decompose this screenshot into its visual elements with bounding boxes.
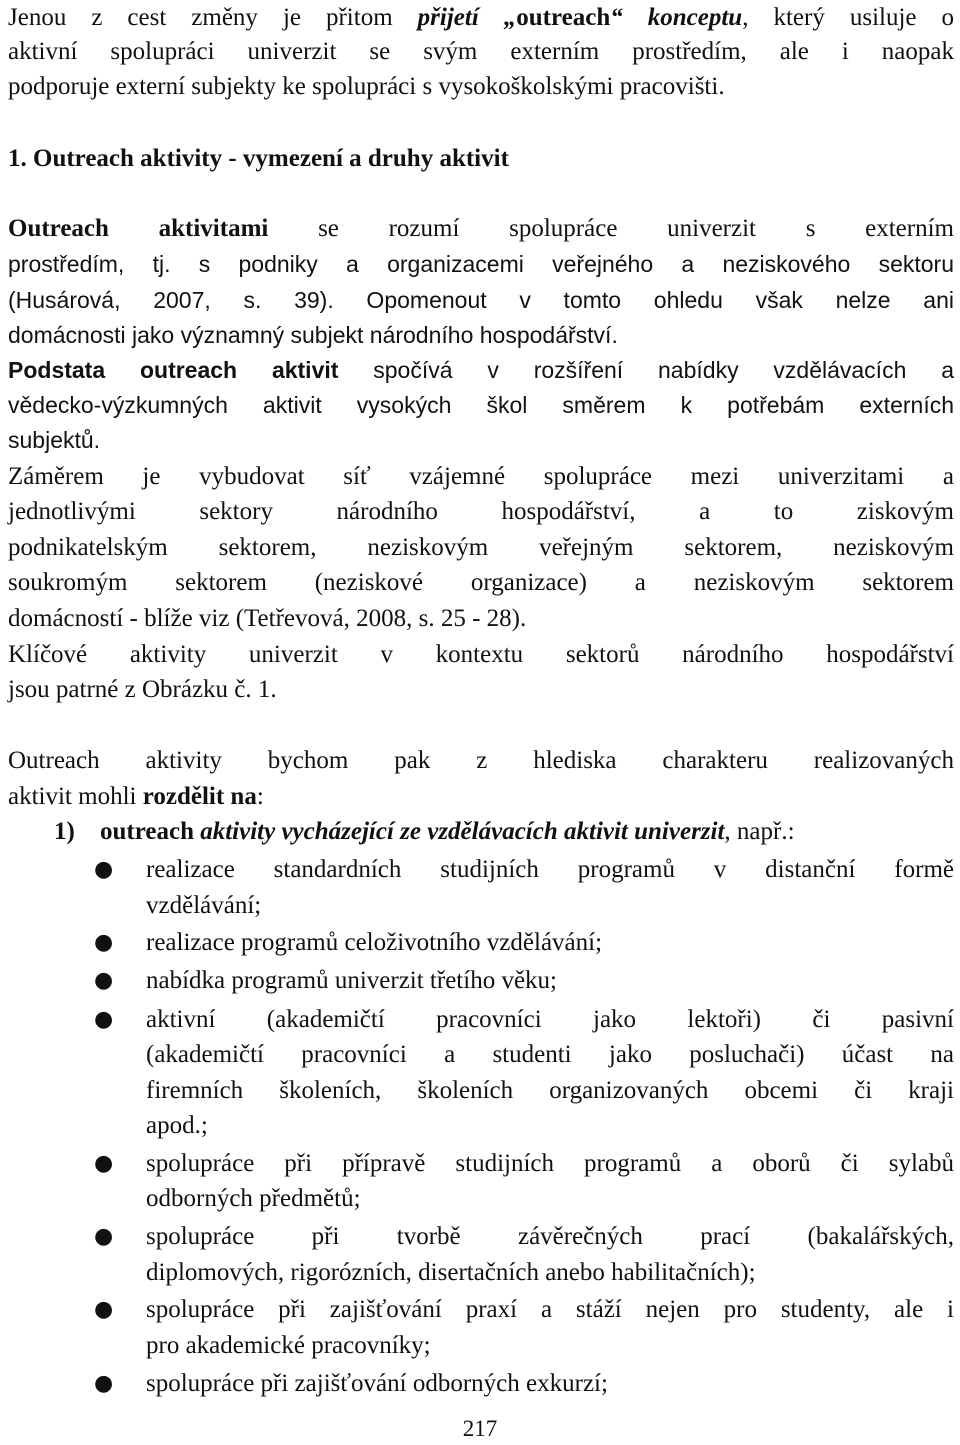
p3-line-5: domácností - blíže viz (Tetřevová, 2008, s. 25 - 28). <box>8 605 527 632</box>
p5-text: aktivit mohli <box>8 783 143 810</box>
bullet-icon: ● <box>94 1297 114 1322</box>
item-number: 1) <box>54 818 75 845</box>
p1-rest: se rozumí spolupráce univerzit s externím <box>268 215 954 242</box>
p3-line-4: soukromým sektorem (neziskové organizace) a neziskovým sektorem <box>8 569 954 596</box>
bullet-7-line-1: spolupráce při zajišťování praxí a stáží nejen pro studenty, ale i <box>146 1296 954 1323</box>
p2-line-3: subjektů. <box>8 427 101 453</box>
p1-line-2: prostředím, tj. s podniky a organizacemi veřejného a neziskového sektoru <box>8 251 954 277</box>
bullet-1-line-1: realizace standardních studijních programů v distanční formě <box>146 856 954 883</box>
p4-line-2: jsou patrné z Obrázku č. 1. <box>8 676 277 703</box>
bullet-4-line-3: firemních školeních, školeních organizovaných obcemi či kraji <box>146 1077 954 1104</box>
intro-line-2: aktivní spolupráci univerzit se svým externím prostředím, ale i naopak <box>8 38 954 65</box>
bullet-4-line-1: aktivní (akademičtí pracovníci jako lektoři) či pasivní <box>146 1006 954 1033</box>
p5-bold: rozdělit na <box>142 783 257 810</box>
p1-bold: Outreach aktivitami <box>8 215 269 242</box>
item-heading <box>100 814 954 850</box>
p5-line-1: Outreach aktivity bychom pak z hlediska charakteru realizovaných <box>8 747 954 774</box>
p5-line-2 <box>8 779 954 815</box>
bullet-6-line-2: diplomových, rigorózních, disertačních anebo habilitačních); <box>146 1259 756 1286</box>
item-bold-italic: aktivity vycházející ze vzdělávacích aktivit univerzit <box>200 818 725 845</box>
p4-line-1: Klíčové aktivity univerzit v kontextu sektorů národního hospodářství <box>8 641 954 668</box>
p2-line-2: vědecko-výzkumných aktivit vysokých škol směrem k potřebám externích <box>8 392 954 418</box>
bullet-8-line-1: spolupráce při zajišťování odborných exkurzí; <box>146 1370 608 1397</box>
bullet-icon: ● <box>94 1007 114 1032</box>
p3-line-1: Záměrem je vybudovat síť vzájemné spolupráce mezi univerzitami a <box>8 463 954 490</box>
p2-line-1 <box>8 352 954 388</box>
p2-bold: Podstata outreach aktivit <box>8 357 339 383</box>
p1-line-1 <box>8 211 954 247</box>
p2-rest: spočívá v rozšíření nabídky vzdělávacích a <box>338 357 954 383</box>
bullet-3-line-1: nabídka programů univerzit třetího věku; <box>146 967 557 994</box>
bullet-icon: ● <box>94 968 114 993</box>
bullet-1-line-2: vzdělávání; <box>146 892 262 919</box>
bullet-icon: ● <box>94 1224 114 1249</box>
bullet-4-line-2: (akademičtí pracovníci a studenti jako posluchači) účast na <box>146 1041 954 1068</box>
bullet-6-line-1: spolupráce při tvorbě závěrečných prací (bakalářských, <box>146 1223 954 1250</box>
bullet-icon: ● <box>94 930 114 955</box>
bullet-7-line-2: pro akademické pracovníky; <box>146 1332 431 1359</box>
item-bold: outreach <box>100 818 201 845</box>
intro-line-3: podporuje externí subjekty ke spolupráci s vysokoškolskými pracovišti. <box>8 73 725 100</box>
p1-line-3: (Husárová, 2007, s. 39). Opomenout v tomto ohledu však nelze ani <box>8 287 954 313</box>
p3-line-3: podnikatelským sektorem, neziskovým veřejným sektorem, neziskovým <box>8 534 954 561</box>
intro-bold-italic-2: “ konceptu <box>610 4 743 31</box>
section-heading: 1. Outreach aktivity - vymezení a druhy aktivit <box>8 145 509 172</box>
p5-colon: : <box>256 783 264 810</box>
bullet-icon: ● <box>94 1371 114 1396</box>
p3-line-2: jednotlivými sektory národního hospodářství, a to ziskovým <box>8 498 954 525</box>
intro-text-end: , který usiluje o <box>742 4 955 31</box>
bullet-icon: ● <box>94 1151 114 1176</box>
intro-line-1 <box>8 0 954 36</box>
bullet-5-line-2: odborných předmětů; <box>146 1185 361 1212</box>
page-number: 217 <box>462 1416 498 1441</box>
item-rest: , např.: <box>724 818 795 845</box>
intro-bold-italic: přijetí „ <box>417 4 517 31</box>
intro-bold: outreach <box>516 4 611 31</box>
p1-line-4: domácnosti jako významný subjekt národního hospodářství. <box>8 322 618 348</box>
bullet-4-line-4: apod.; <box>146 1112 208 1139</box>
bullet-5-line-1: spolupráce při přípravě studijních programů a oborů či sylabů <box>146 1150 954 1177</box>
intro-text: Jenou z cest změny je přitom <box>8 4 418 31</box>
bullet-2-line-1: realizace programů celoživotního vzdělávání; <box>146 929 603 956</box>
bullet-icon: ● <box>94 857 114 882</box>
